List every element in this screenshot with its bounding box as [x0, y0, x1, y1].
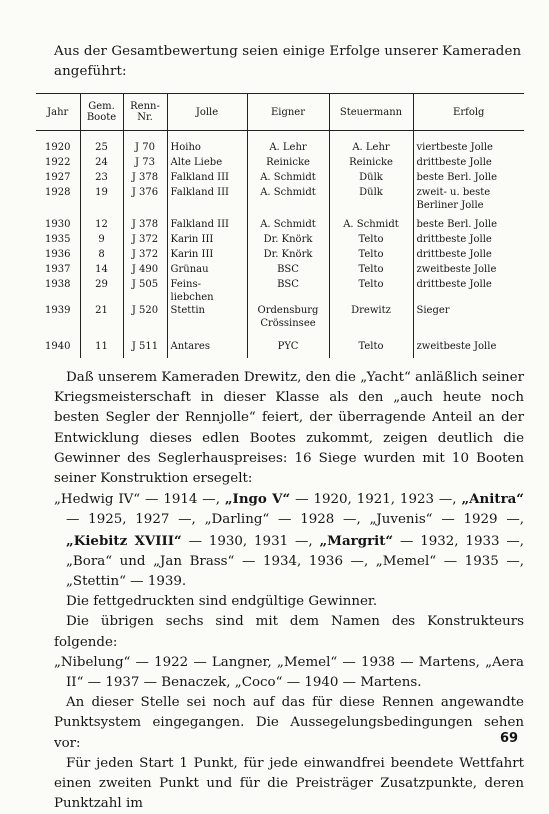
final-winner: „Margrit“ [319, 532, 394, 549]
cell-renn-nr: J 520 [123, 304, 167, 330]
cell-renn-nr: J 511 [123, 330, 167, 358]
cell-jahr: 1922 [36, 156, 80, 171]
cell-boote: 21 [80, 304, 123, 330]
winner-text: — 1920, 1921, 1923 —, [290, 492, 462, 508]
results-table [36, 93, 524, 358]
cell-jahr: 1930 [36, 212, 80, 233]
cell-jolle: Hoiho [167, 131, 247, 157]
cell-eigner: BSC [247, 278, 329, 304]
table-row [36, 248, 524, 263]
cell-jahr: 1937 [36, 263, 80, 278]
cell-jolle: Stettin [167, 304, 247, 330]
cell-boote: 24 [80, 156, 123, 171]
cell-renn-nr: J 372 [123, 248, 167, 263]
table-row [36, 171, 524, 186]
cell-eigner: Reinicke [247, 156, 329, 171]
cell-boote: 11 [80, 330, 123, 358]
table-row [36, 233, 524, 248]
cell-erfolg: zweit- u. beste Berliner Jolle [416, 187, 491, 211]
cell-steuermann: Reinicke [329, 156, 413, 171]
cell-renn-nr: J 490 [123, 263, 167, 278]
cell-jolle: Alte Liebe [167, 156, 247, 171]
cell-eigner: A. Schmidt [247, 186, 329, 212]
cell-steuermann: Drewitz [329, 304, 413, 330]
table-row [36, 330, 524, 358]
cell-eigner: BSC [247, 263, 329, 278]
cell-erfolg: drittbeste Jolle [416, 234, 492, 245]
cell-boote: 25 [80, 131, 123, 157]
cell-boote: 9 [80, 233, 123, 248]
final-winner: „Anitra“ [461, 491, 525, 508]
cell-renn-nr: J 73 [123, 156, 167, 171]
cell-boote: 14 [80, 263, 123, 278]
intro-text: Aus der Gesamtbewertung seien einige Erfolge unserer Kameraden angeführt: [54, 44, 522, 79]
cell-jolle: Falkland III [167, 171, 247, 186]
cell-eigner: A. Schmidt [247, 212, 329, 233]
cell-erfolg: beste Berl. Jolle [416, 219, 498, 230]
cell-jolle: Falkland III [167, 186, 247, 212]
cell-steuermann: Telto [329, 330, 413, 358]
cell-boote: 8 [80, 248, 123, 263]
cell-boote: 12 [80, 212, 123, 233]
page-number: 69 [500, 731, 519, 746]
cell-eigner: PYC [247, 330, 329, 358]
col-header-boote: Gem. Boote [80, 94, 123, 131]
cell-boote: 29 [80, 278, 123, 304]
final-winner: „Ingo V“ [224, 491, 291, 508]
cell-jolle: Falkland III [167, 212, 247, 233]
table-row [36, 131, 524, 157]
cell-jolle: Karin III [167, 248, 247, 263]
cell-renn-nr: J 505 [123, 278, 167, 304]
table-header-row [36, 94, 524, 131]
col-header-steuermann: Steuermann [329, 94, 413, 131]
cell-erfolg: drittbeste Jolle [416, 249, 492, 260]
col-header-eigner: Eigner [247, 94, 329, 131]
cell-steuermann: A. Schmidt [329, 212, 413, 233]
col-header-erfolg: Erfolg [413, 94, 524, 131]
cell-jolle: Karin III [167, 233, 247, 248]
cell-jahr: 1936 [36, 248, 80, 263]
col-header-jahr: Jahr [36, 94, 80, 131]
cell-boote: 23 [80, 171, 123, 186]
cell-steuermann: Telto [329, 263, 413, 278]
cell-renn-nr: J 376 [123, 186, 167, 212]
table-row [36, 263, 524, 278]
cell-renn-nr: J 378 [123, 171, 167, 186]
winner-text: — 1930, 1931 —, [181, 533, 320, 549]
cell-erfolg: Sieger [416, 305, 450, 316]
table-row [36, 212, 524, 233]
cell-boote: 19 [80, 186, 123, 212]
cell-jahr: 1938 [36, 278, 80, 304]
cell-renn-nr: J 378 [123, 212, 167, 233]
table-row [36, 304, 524, 330]
winner-text: — 1932, 1933 —, „Bora“ und „Jan Brass“ — 1934, 1936 —, „Memel“ — 1935 —, „Stettin“ — 1939. [66, 533, 525, 590]
cell-erfolg: drittbeste Jolle [416, 157, 492, 168]
col-header-jolle: Jolle [167, 94, 247, 131]
cell-jolle: Grünau [167, 263, 247, 278]
paragraph-other-six: Die übrigen sechs sind mit dem Namen des Konstrukteurs folgende: [54, 614, 524, 650]
cell-erfolg: drittbeste Jolle [416, 279, 492, 290]
cell-steuermann: Telto [329, 233, 413, 248]
col-header-renn-nr: Renn-Nr. [123, 94, 167, 131]
cell-jolle: Antares [167, 330, 247, 358]
winner-text: „Hedwig IV“ — 1914 —, [54, 492, 225, 508]
cell-steuermann: A. Lehr [329, 131, 413, 157]
final-winner: „Kiebitz XVIII“ [66, 532, 182, 549]
cell-erfolg: zweitbeste Jolle [416, 341, 497, 352]
body-text [54, 368, 524, 814]
cell-erfolg: zweitbeste Jolle [416, 264, 497, 275]
cell-jahr: 1940 [36, 330, 80, 358]
cell-renn-nr: J 372 [123, 233, 167, 248]
paragraph-point-system: An dieser Stelle sei noch auf das für diese Rennen angewandte Punktsystem eingegangen. Die Aussegelungsbedingungen sehen vor: [54, 695, 524, 751]
cell-eigner: A. Schmidt [247, 171, 329, 186]
cell-jahr: 1927 [36, 171, 80, 186]
cell-jahr: 1935 [36, 233, 80, 248]
winner-text: — 1925, 1927 —, „Darling“ — 1928 —, „Juvenis“ — 1929 —, [66, 512, 524, 528]
cell-jahr: 1920 [36, 131, 80, 157]
cell-eigner: Ordensburg Crössinsee [247, 304, 329, 330]
cell-eigner: Dr. Knörk [247, 248, 329, 263]
paragraph-constructor-list: „Nibelung“ — 1922 — Langner, „Memel“ — 1938 — Martens, „Aera II“ — 1937 — Benaczek, „Coco“ — 1940 — Martens. [54, 654, 524, 691]
cell-jahr: 1939 [36, 304, 80, 330]
cell-renn-nr: J 70 [123, 131, 167, 157]
cell-steuermann: Telto [329, 278, 413, 304]
cell-steuermann: Dülk [329, 171, 413, 186]
cell-eigner: Dr. Knörk [247, 233, 329, 248]
cell-steuermann: Telto [329, 248, 413, 263]
table-row [36, 278, 524, 304]
paragraph-points-detail: Für jeden Start 1 Punkt, für jede einwandfrei beendete Wettfahrt einen zweiten Punkt und für die Preisträger Zusatzpunkte, deren Punktzahl im [54, 755, 524, 812]
paragraph-bold-note: Die fettgedruckten sind endgültige Gewinner. [66, 594, 378, 610]
cell-erfolg: beste Berl. Jolle [416, 172, 498, 183]
table-row [36, 156, 524, 171]
cell-jahr: 1928 [36, 186, 80, 212]
cell-erfolg: viertbeste Jolle [416, 142, 493, 153]
table-row [36, 186, 524, 212]
table-body [36, 131, 524, 359]
cell-jolle: Feins-liebchen [167, 278, 247, 304]
paragraph-winner-list [54, 489, 524, 592]
cell-eigner: A. Lehr [247, 131, 329, 157]
paragraph-drewitz: Daß unserem Kameraden Drewitz, den die „Yacht“ anläßlich seiner Kriegsmeisterschaft in dieser Klasse als den „auch heute noch besten Segler der Rennjolle“ feiert, der überragende Anteil an der Entwicklung dieses edlen Bootes zukommt, zeigen deutlich die Gewinner des Seglerhauspreises: 16 Siege wurden mit 10 Booten seiner Konstruktion ersegelt: [54, 370, 524, 487]
cell-steuermann: Dülk [329, 186, 413, 212]
